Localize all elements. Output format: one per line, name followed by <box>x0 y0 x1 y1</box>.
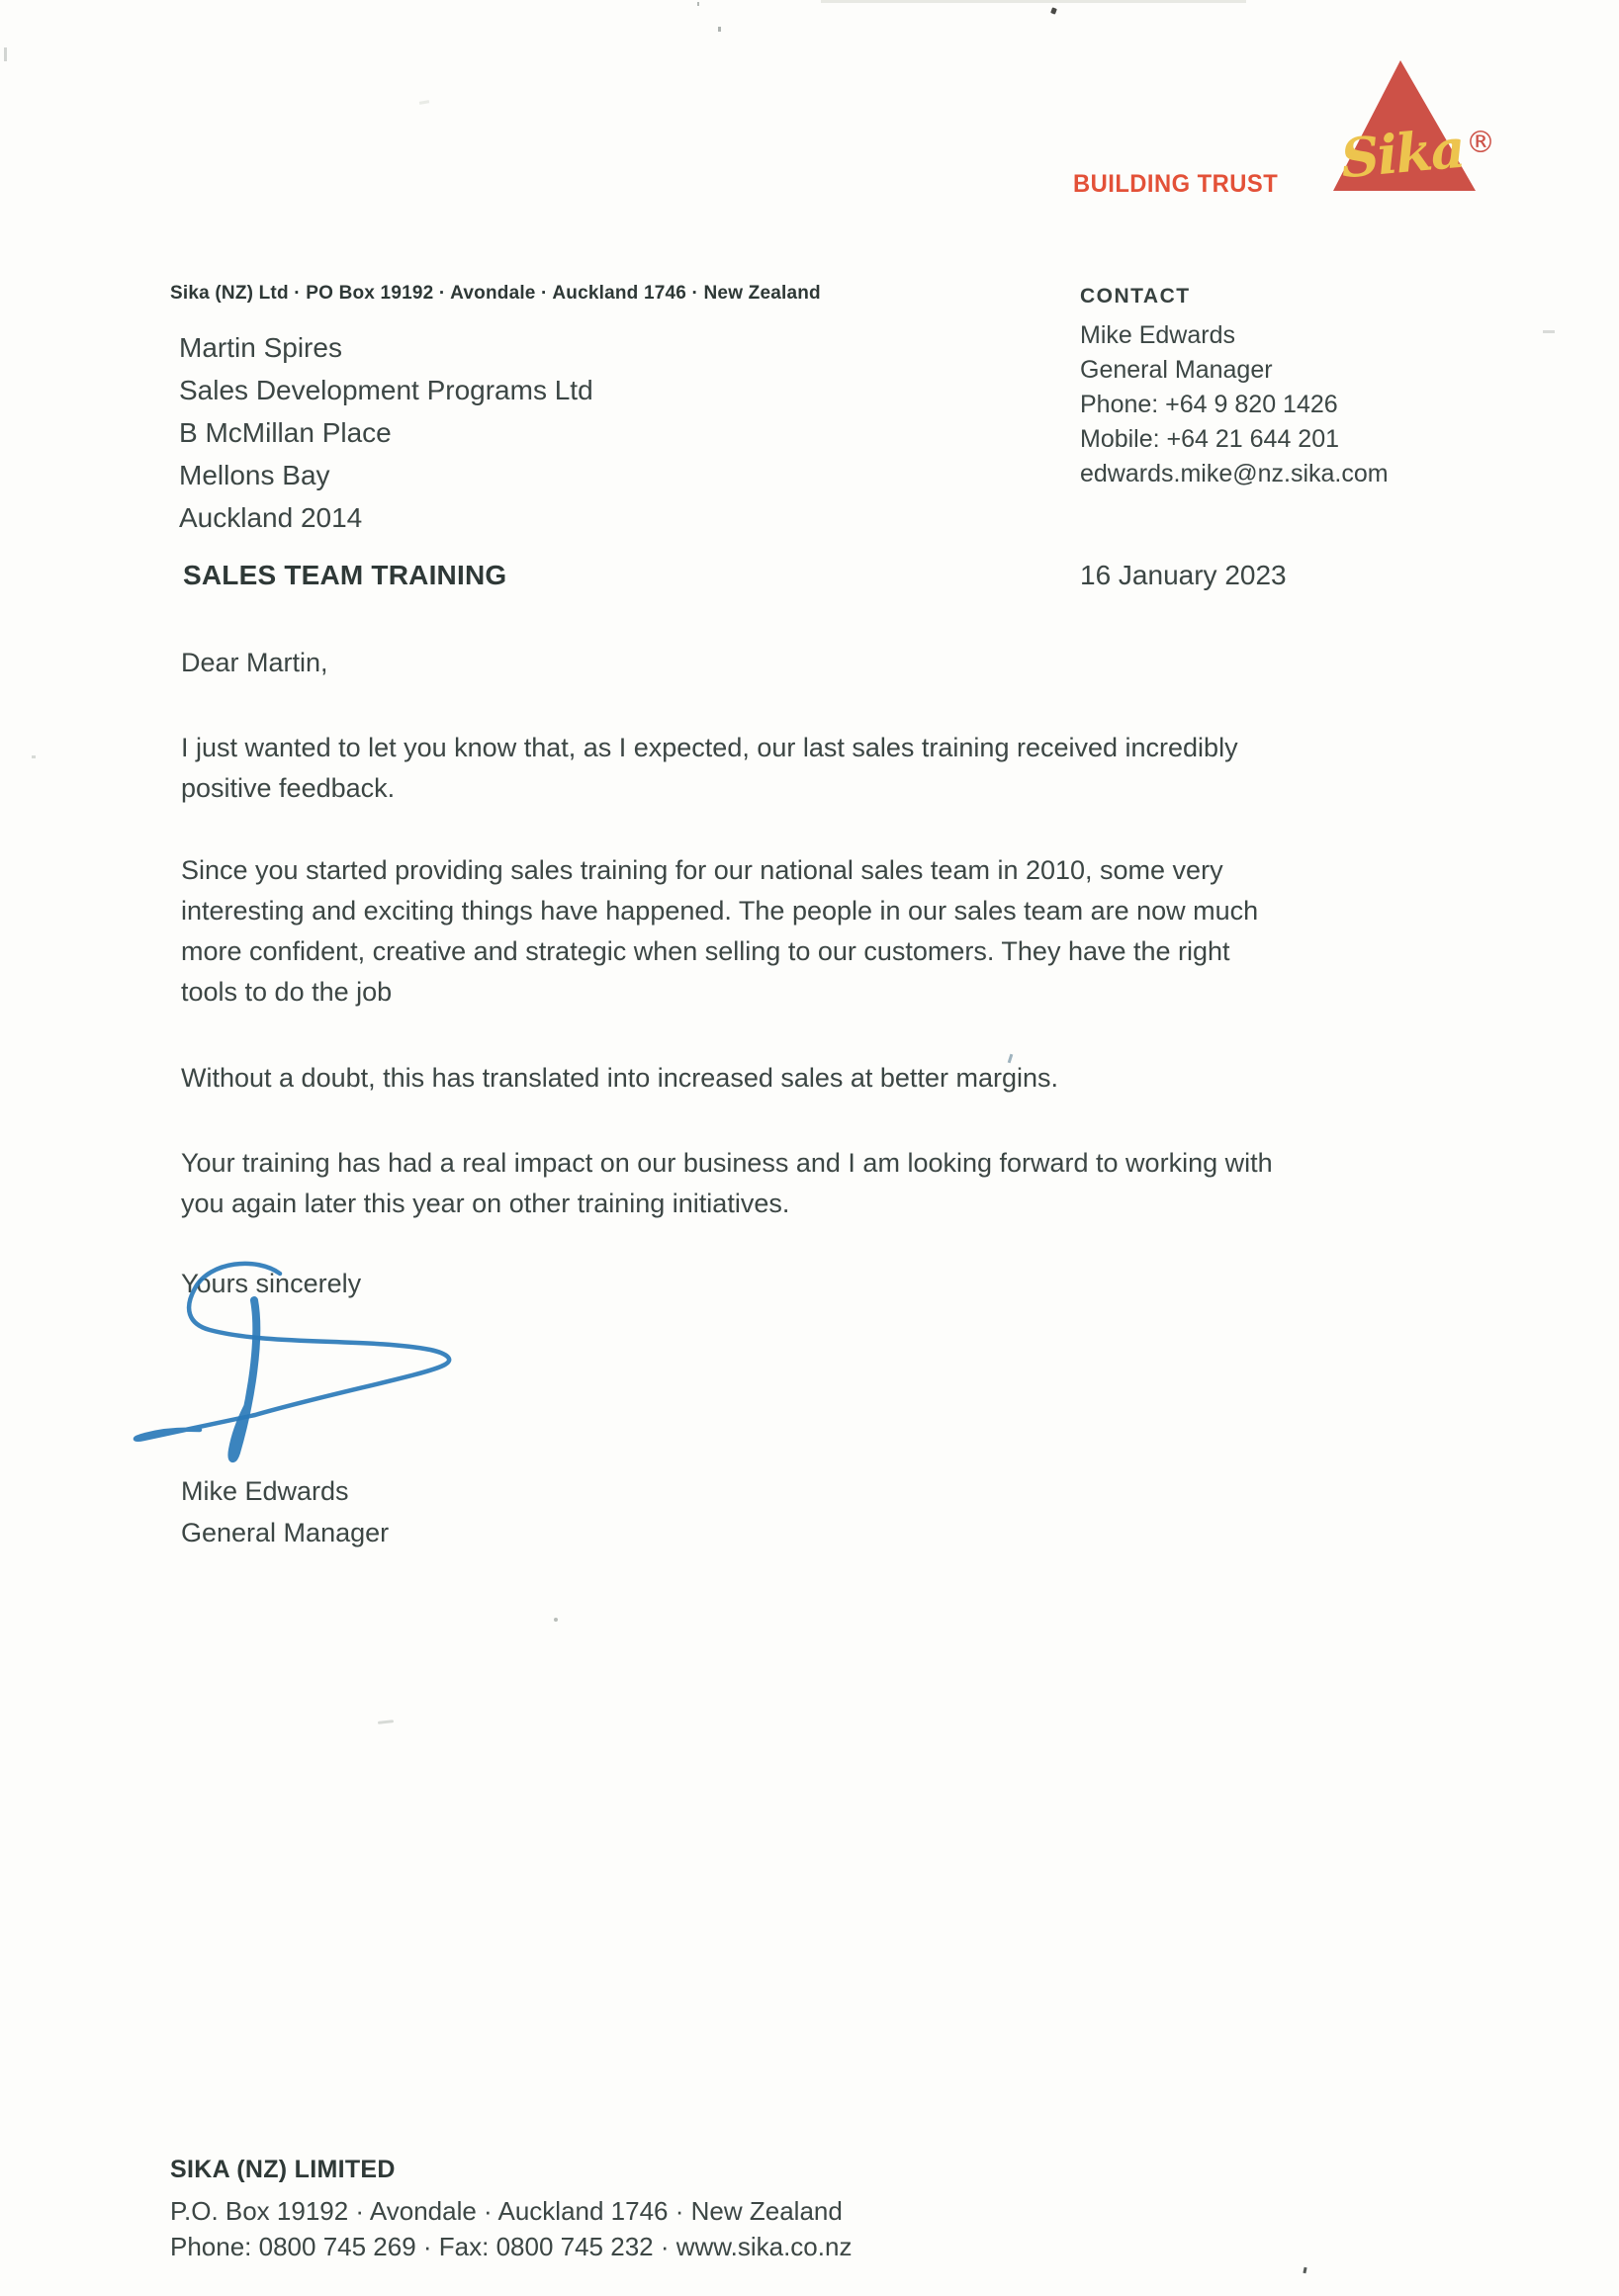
recipient-name: Martin Spires <box>179 332 342 363</box>
scan-artifact <box>378 1720 394 1724</box>
contact-block <box>1080 285 1389 491</box>
signatory-name: Mike Edwards <box>181 1476 349 1506</box>
paragraph-line: tools to do the job <box>181 977 393 1007</box>
scan-artifact <box>1543 330 1555 333</box>
signatory-title: General Manager <box>181 1518 390 1547</box>
contact-email: edwards.mike@nz.sika.com <box>1080 460 1389 487</box>
recipient-address-block <box>179 326 593 539</box>
paragraph-3 <box>181 1058 1058 1099</box>
contact-name: Mike Edwards <box>1080 321 1235 349</box>
scan-artifact <box>1303 2267 1306 2273</box>
paragraph-2 <box>181 850 1258 1013</box>
scan-artifact <box>718 27 721 32</box>
letter-date: 16 January 2023 <box>1080 560 1287 590</box>
recipient-street: B McMillan Place <box>179 417 392 448</box>
paragraph-line: more confident, creative and strategic when selling to our customers. They have the right <box>181 936 1230 966</box>
salutation: Dear Martin, <box>181 648 328 677</box>
footer-block <box>170 2156 852 2264</box>
paragraph-line: Without a doubt, this has translated into increased sales at better margins. <box>181 1063 1058 1093</box>
handwritten-signature <box>99 1251 692 1488</box>
paragraph-line: positive feedback. <box>181 773 396 803</box>
scan-artifact <box>821 0 1246 3</box>
recipient-suburb: Mellons Bay <box>179 460 330 490</box>
contact-title: General Manager <box>1080 356 1273 384</box>
scan-artifact <box>554 1618 558 1622</box>
registered-mark: ® <box>1466 126 1495 160</box>
contact-mobile: Mobile: +64 21 644 201 <box>1080 425 1340 453</box>
signature-loop-stroke <box>135 1264 449 1440</box>
closing-phrase: Yours sincerely <box>181 1269 362 1298</box>
scan-artifact <box>1050 7 1057 14</box>
scan-artifact <box>697 2 699 6</box>
scan-artifact <box>419 100 429 105</box>
scan-artifact <box>4 47 7 61</box>
footer-address: P.O. Box 19192 · Avondale · Auckland 1746 · New Zealand <box>170 2196 843 2226</box>
scan-artifact <box>32 755 36 758</box>
sender-address-line: Sika (NZ) Ltd · PO Box 19192 · Avondale · Auckland 1746 · New Zealand <box>170 283 821 304</box>
signature-slash-stroke <box>231 1300 256 1458</box>
paragraph-line: interesting and exciting things have happened. The people in our sales team are now much <box>181 896 1259 926</box>
paragraph-line: you again later this year on other training initiatives. <box>181 1189 790 1218</box>
logo-wordmark: Sika <box>1338 116 1467 191</box>
recipient-city: Auckland 2014 <box>179 502 363 533</box>
building-trust-tagline: BUILDING TRUST <box>1073 170 1279 198</box>
paragraph-line: Your training has had a real impact on our business and I am looking forward to working with <box>181 1148 1273 1178</box>
footer-phone-fax-web: Phone: 0800 745 269 · Fax: 0800 745 232 · www.sika.co.nz <box>170 2232 853 2261</box>
contact-heading: CONTACT <box>1080 285 1191 308</box>
contact-phone: Phone: +64 9 820 1426 <box>1080 391 1338 418</box>
recipient-company: Sales Development Programs Ltd <box>179 375 593 405</box>
paragraph-line: Since you started providing sales training for our national sales team in 2010, some very <box>181 855 1223 885</box>
paragraph-line: I just wanted to let you know that, as I expected, our last sales training received incredibly <box>181 733 1238 762</box>
subject-line: SALES TEAM TRAINING <box>183 560 507 590</box>
paragraph-1 <box>181 728 1238 809</box>
sika-logo-icon <box>1315 49 1498 203</box>
footer-company-name: SIKA (NZ) LIMITED <box>170 2156 396 2183</box>
paragraph-4 <box>181 1143 1273 1224</box>
